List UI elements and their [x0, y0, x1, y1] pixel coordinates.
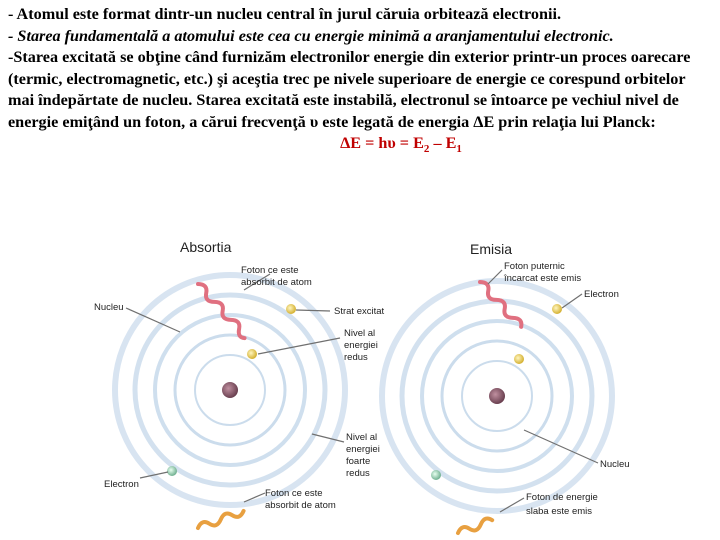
formula-sub-2: 2 [423, 143, 430, 156]
formula-minus: – E [429, 134, 457, 152]
atom-diagram [0, 228, 720, 540]
absorption-atom [94, 239, 385, 537]
emission-title: Emisia [470, 241, 513, 257]
emission-photon-bottom-label-2: slaba este emis [526, 506, 593, 517]
planck-formula [8, 133, 714, 161]
emission-electron-low-icon [431, 470, 441, 480]
absorption-electron-icon [247, 349, 257, 359]
absorption-nucleus-label: Nucleu [94, 302, 124, 313]
emission-nucleus-icon [489, 388, 505, 404]
line-atom-structure: - Atomul este format dintr-un nucleu central în jurul căruia orbitează electronii. [8, 5, 561, 23]
emission-electron-inner-icon [514, 354, 524, 364]
absorption-electron-label: Electron [104, 479, 139, 490]
absorption-excited-label: Strat excitat [334, 306, 385, 317]
formula-sub-1: 1 [456, 143, 462, 156]
absorption-nucleus-icon [222, 382, 238, 398]
absorption-very-low-level-label: Nivel al energiei foarte redus [346, 432, 380, 479]
formula-main: ΔE = hυ = E [340, 134, 424, 152]
absorption-low-level-label: Nivel al energiei redus [344, 328, 378, 363]
paragraph-excited-state: -Starea excitată se obţine când furnizăm electronilor energie din exterior printr-un proces oarecare (termic, electromagnetic, etc.) şi aceştia trec pe nivele superioare de energie ce corespund orbitelor mai îndepărtate de nucleu. Starea excitată este instabilă, electronul se întoarce pe vechiul nivel de energie emiţând un foton, a cărui frecvenţă υ este legată de energia ΔE prin relaţia lui Planck: [8, 48, 691, 131]
emission-atom [382, 241, 630, 539]
line-ground-state: - Starea fundamentală a atomului este cea cu energie minimă a aranjamentului electronic. [8, 26, 614, 45]
absorption-photon-bottom-label: Foton ce este absorbit de atom [265, 488, 336, 511]
emission-electron-label: Electron [584, 289, 619, 300]
emission-photon-top-label-2: încarcat este emis [504, 273, 582, 284]
absorption-photon-wave-icon [189, 282, 255, 339]
emission-photon-low-wave-icon [457, 513, 493, 539]
absorption-electron-low-icon [167, 466, 177, 476]
emission-electron-icon [552, 304, 562, 314]
absorption-title: Absortia [180, 239, 232, 255]
emission-photon-top-label-1: Foton puternic [504, 261, 565, 272]
absorption-excited-electron-icon [286, 304, 296, 314]
emission-photon-bottom-label-1: Foton de energie [526, 492, 598, 503]
absorption-photon-top-label: Foton ce este absorbit de atom [241, 265, 312, 288]
emission-nucleus-label: Nucleu [600, 459, 630, 470]
text-block [8, 4, 714, 161]
